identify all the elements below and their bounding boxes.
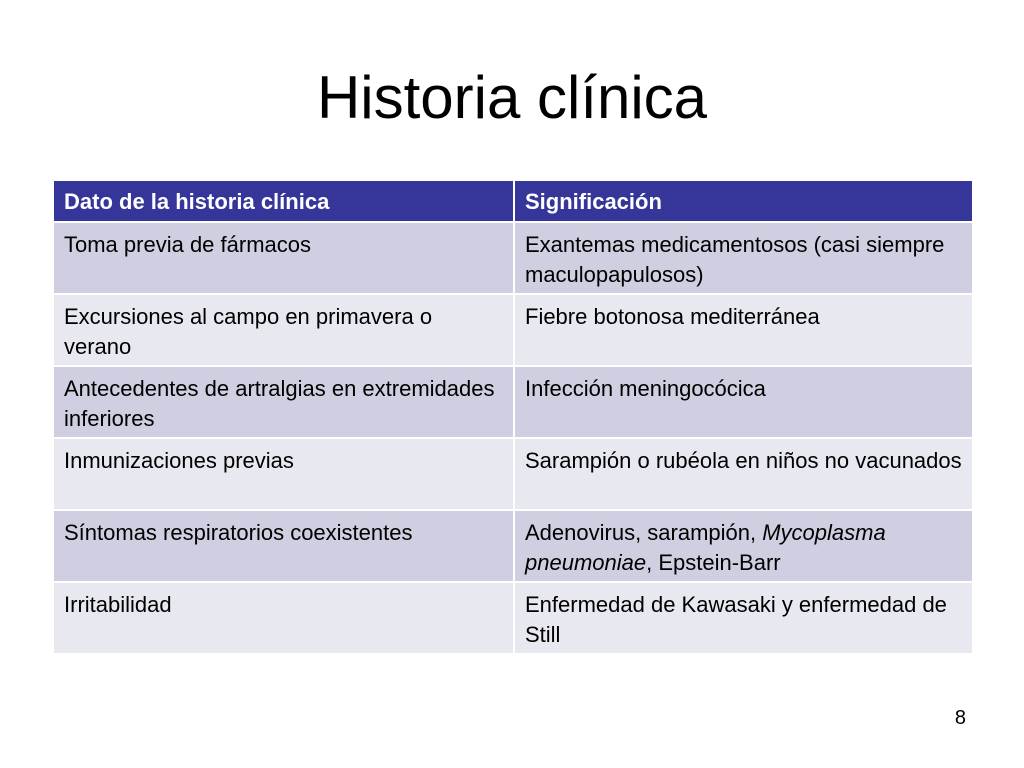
cell-dato: Toma previa de fármacos [53,222,514,294]
cell-dato: Inmunizaciones previas [53,438,514,510]
table-row [53,510,973,582]
page-number: 8 [954,707,966,729]
cell-significacion: Sarampión o rubéola en niños no vacunados [514,438,973,510]
cell-significacion: Fiebre botonosa mediterránea [514,294,973,366]
column-header-significacion: Significación [514,180,973,222]
table-row [53,582,973,654]
cell-text-part: , Epstein-Barr [646,550,781,575]
table-header-row [53,180,973,222]
cell-dato: Irritabilidad [53,582,514,654]
cell-significacion: Infección meningocócica [514,366,973,438]
cell-significacion [514,510,973,582]
slide-title: Historia clínica [316,64,708,131]
clinical-history-table [52,179,974,655]
cell-significacion: Enfermedad de Kawasaki y enfermedad de Still [514,582,973,654]
table-row [53,222,973,294]
cell-dato: Excursiones al campo en primavera o verano [53,294,514,366]
cell-text-part: Adenovirus, sarampión, [525,520,763,545]
column-header-dato: Dato de la historia clínica [53,180,514,222]
cell-dato: Antecedentes de artralgias en extremidades inferiores [53,366,514,438]
table-row [53,438,973,510]
table-row [53,366,973,438]
cell-dato: Síntomas respiratorios coexistentes [53,510,514,582]
cell-text-italic-species: Mycoplasma pneumoniae [525,520,886,575]
cell-significacion: Exantemas medicamentosos (casi siempre maculopapulosos) [514,222,973,294]
table-row [53,294,973,366]
